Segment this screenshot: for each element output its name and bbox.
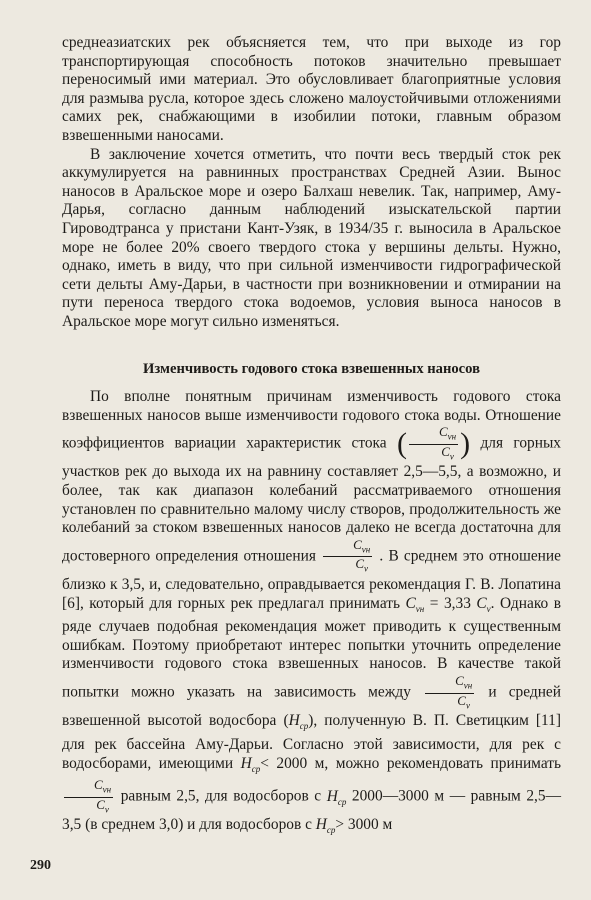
text-segment: равным 2,5, для водосборов с <box>120 787 322 805</box>
symbol-hcp: $H_{ср}$ <box>240 754 261 774</box>
section-heading: Изменчивость годового стока взвешенных наносов <box>143 360 480 377</box>
formula-value: = 3,33 <box>429 594 471 612</box>
fraction-cvn-cv: $\frac{C_{vн}}{C_v}$ <box>64 778 113 816</box>
symbol-hcp: $H_{ср}$ <box>288 712 309 732</box>
text-segment: . Однако в ряде случаев подобная рекомендация может приводить к существенным ошибкам. Поэтому приобретают интерес попытки уточнить определение изменчивости годового стока взвешенных наносов. В качестве такой попытки можно указать на зависимость между <box>62 594 561 701</box>
symbol-hcp: $H_{ср}$ <box>326 787 347 807</box>
formula-cv: $C_v$ <box>476 594 491 614</box>
fraction-cvn-cv: $\frac{C_{vн}}{C_v}$ <box>409 425 458 463</box>
text-segment: < 2000 м, можно рекомендовать принимать <box>260 754 561 772</box>
text-segment: > 3000 м <box>335 816 393 834</box>
text-segment: По вполне понятным причинам изменчивость годового стока взвешенных наносов выше изменчивости годового стока воды. Отношение коэффициентов вариации характеристик стока <box>62 388 561 452</box>
text-segment: и средней взвешенной высотой водосбора ( <box>62 683 561 730</box>
text-segment: 2000—3000 м — равным 2,5—3,5 (в среднем 3,0) и для водосборов с <box>62 787 561 834</box>
fraction-cvn-cv: $\frac{C_{vн}}{C_v}$ <box>323 538 372 576</box>
text-segment: ), полученную В. П. Светицким [11] для рек бассейна Аму-Дарьи. Согласно этой зависимости, для рек с водосборами, имеющими <box>62 712 562 772</box>
text-segment: для горных участков рек до выхода их на равнину составляет 2,5—5,5, а возможно, и более, так как диапазон колебаний рассматриваемого отношения установлен по сравнительно малому числу створов, продолжительность же колебаний за стоком взвешенных наносов далеко не всегда достаточна для достоверного определения отношения <box>62 434 561 565</box>
symbol-hcp: $H_{ср}$ <box>315 816 336 836</box>
text-segment: . В среднем это отношение близко к 3,5, и, следовательно, оправдывается рекомендация Г. В. Лопатина [6], который для горных рек предлагал принимать <box>62 547 561 612</box>
page-number: 290 <box>30 858 51 873</box>
paragraph-3: По вполне понятным причинам изменчивость годового стока взвешенных наносов выше изменчивости годового стока воды. Отношение коэффициентов вариации характеристик стока ( $\frac{C_{vн}}{C_v}$ ) для горных участков рек до выхода их на равнину составляет 2,5—5,5, а возможно, и более, так как диапазон колебаний рассматриваемого отношения установлен по сравнительно малому числу створов, продолжительность же колебаний за стоком взвешенных наносов далеко не всегда достаточна для достоверного определения отношения $\frac{C_{vн}}{C_v}$ . В среднем это отношение близко к 3,5, и, следовательно, оправдывается рекомендация Г. В. Лопатина [6], который для горных рек предлагал принимать $C_{vн} = 3,33$ $C_v$. Однако в ряде случаев подобная рекомендация может приводить к существенным ошибкам. Поэтому приобретают интерес попытки уточнить определение изменчивости годового стока взвешенных наносов. В качестве такой попытки можно указать на зависимость между $\frac{C_{vн}}{C_v}$ и средней взвешенной высотой водосбора $(H_{ср})$, полученную В. П. Светицким [11] для рек бассейна Аму-Дарьи. Согласно этой зависимости, для рек с водосборами, имеющими $H_{ср}< 2000$ м, можно рекомендовать принимать $\frac{C_{vн}}{C_v}$ равным 2,5, для водосборов с $H_{ср}$ 2000—3000 м — равным 2,5—3,5 (в среднем 3,0) и для водосборов с $H_{ср}> 3000$ м <box>62 388 562 836</box>
fraction-cvn-cv: $\frac{C_{vн}}{C_v}$ <box>425 674 474 712</box>
paragraph-1: среднеазиатских рек объясняется тем, что при выходе из гор транспортирующая способность потоков значительно превышает переносимый ими материал. Это обусловливает благоприятные условия для размыва русла, которое здесь сложено малоустойчивыми отложениями самих рек, снабжающими в изобилии потоки, главным образом взвешенными наносами. <box>62 34 561 144</box>
formula-cvn: $C_{vн}$ <box>405 594 425 614</box>
paragraph-2: В заключение хочется отметить, что почти весь твердый сток рек аккумулируется на равнинных пространствах Средней Азии. Вынос наносов в Аральское море и озеро Балхаш невелик. Так, например, Аму-Дарья, согласно данным наблюдений изыскательской партии Гироводтранса у пристани Кант-Узяк, в 1934/35 г. выносила в Аральское море не более 20% своего твердого стока у вершины дельты. Нужно, однако, иметь в виду, что при сильной изменчивости гидрографической сети дельты Аму-Дарьи, в частности при возникновении и отмирании на пути переноса твердого стока водоемов, условия выноса наносов в Аральское море могут сильно изменяться. <box>62 145 561 330</box>
body-text <box>62 34 561 840</box>
